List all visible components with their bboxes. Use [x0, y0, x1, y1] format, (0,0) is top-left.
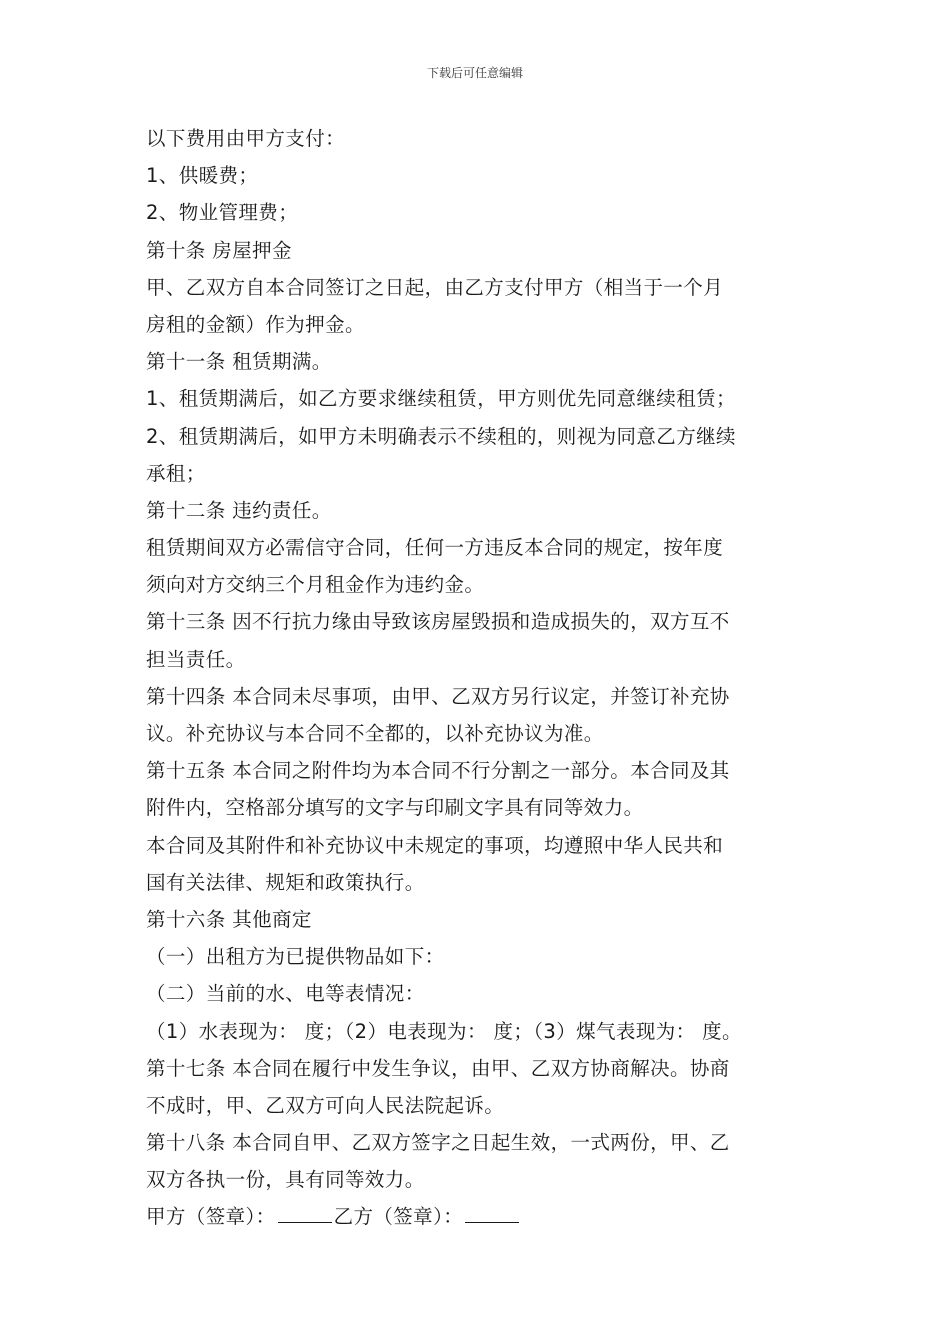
text-line: 房租的金额）作为押金。: [146, 312, 365, 336]
text-line: 须向对方交纳三个月租金作为违约金。: [146, 573, 485, 597]
article-heading: 第十六条 其他商定: [146, 907, 312, 931]
text-line: 议。补充协议与本合同不全都的，以补充协议为准。: [146, 722, 604, 745]
text-line: 承租；: [146, 461, 206, 485]
text-line: （二）当前的水、电等表情况：: [146, 982, 425, 1006]
meter-readings-line: （1）水表现为： 度；（2）电表现为： 度；（3）煤气表现为： 度。: [146, 1019, 742, 1043]
text-line: 租赁期间双方必需信守合同，任何一方违反本合同的规定，按年度: [146, 536, 724, 560]
text-line: 第十四条 本合同未尽事项，由甲、乙双方另行议定，并签订补充协: [146, 684, 730, 708]
article-heading: 第十条 房屋押金: [146, 238, 292, 262]
party-b-signature-blank[interactable]: [465, 1200, 519, 1223]
text-line: 担当责任。: [146, 647, 246, 671]
text-line: 甲、乙双方自本合同签订之日起，由乙方支付甲方（相当于一个月: [146, 275, 724, 299]
text-line: 第十七条 本合同在履行中发生争议，由甲、乙双方协商解决。协商: [146, 1056, 730, 1080]
page-header-note: 下载后可任意编辑: [426, 66, 523, 80]
text-line: 以下费用由甲方支付：: [146, 127, 346, 150]
text-line: （一）出租方为已提供物品如下：: [146, 945, 445, 969]
text-line: 双方各执一份，具有同等效力。: [146, 1168, 425, 1192]
text-line: 不成时，甲、乙双方可向人民法院起诉。: [146, 1093, 505, 1117]
text-line: 第十五条 本合同之附件均为本合同不行分割之一部分。本合同及其: [146, 759, 730, 783]
text-line: 2、物业管理费；: [146, 201, 299, 225]
party-a-signature-label: 甲方（签章）：: [146, 1205, 276, 1229]
party-b-signature-label: 乙方（签章）：: [333, 1205, 464, 1229]
article-heading: 第十一条 租赁期满。: [146, 350, 332, 374]
document-body: [146, 120, 810, 1236]
text-line: 2、租赁期满后，如甲方未明确表示不续租的，则视为同意乙方继续: [146, 424, 736, 448]
party-a-signature-blank[interactable]: [278, 1200, 332, 1223]
text-line: 1、租赁期满后，如乙方要求继续租赁，甲方则优先同意继续租赁；: [146, 387, 736, 411]
text-line: 本合同及其附件和补充协议中未规定的事项，均遵照中华人民共和: [146, 833, 724, 857]
text-line: 1、供暖费；: [146, 164, 259, 188]
article-heading: 第十二条 违约责任。: [146, 498, 332, 522]
signature-row: [146, 1198, 810, 1235]
text-line: 国有关法律、规矩和政策执行。: [146, 870, 425, 894]
text-line: 附件内，空格部分填写的文字与印刷文字具有同等效力。: [146, 796, 644, 820]
text-line: 第十三条 因不行抗力缘由导致该房屋毁损和造成损失的，双方互不: [146, 610, 730, 634]
text-line: 第十八条 本合同自甲、乙双方签字之日起生效，一式两份，甲、乙: [146, 1131, 730, 1155]
